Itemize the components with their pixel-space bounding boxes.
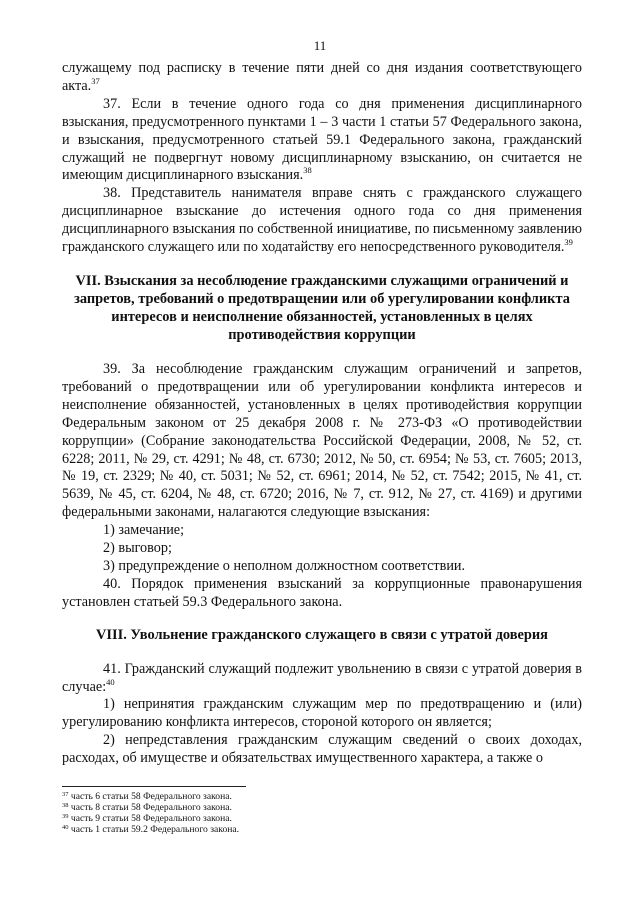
list-item: 2) непредставления гражданским служащим сведений о своих доходах, расходах, об имуществе и обязательствах имущественного характера, а также о xyxy=(62,732,582,767)
paragraph-text: 38. Представитель нанимателя вправе снять с гражданского служащего дисциплинарное взыскание до истечения одного года со дня применения дисциплинарного взыскания по собственной инициативе, по письменному заявлению гражданского служащего или по ходатайству его непосредственного руководителя. xyxy=(62,185,582,256)
page-number: 11 xyxy=(313,38,327,53)
paragraph-text: 37. Если в течение одного года со дня применения дисциплинарного взыскания, предусмотренного пунктами 1 – 3 части 1 статьи 57 Федерального закона, и взыскания, предусмотренного статьей 59.1 Федерального закона, гражданский служащий не подвергнут новому дисциплинарному взысканию, он считается не имеющим дисциплинарного взыскания. xyxy=(62,95,582,184)
footnote-text: часть 6 статьи 58 Федерального закона. xyxy=(70,791,232,802)
footnote-ref[interactable]: 39 xyxy=(564,237,573,248)
footnote-ref[interactable]: 38 xyxy=(303,165,312,176)
paragraph-40: 40. Порядок применения взысканий за коррупционные правонарушения установлен статьей 59.3 Федерального закона. xyxy=(62,575,582,610)
footnote xyxy=(62,824,582,835)
paragraph-text: 41. Гражданский служащий подлежит увольнению в связи с утратой доверия в случае: xyxy=(62,660,582,695)
paragraph-38 xyxy=(62,185,582,257)
list-item: 1) замечание; xyxy=(103,522,185,539)
footnote-ref[interactable]: 40 xyxy=(106,676,115,687)
list-item: 2) выговор; xyxy=(103,540,172,557)
section-heading-viii: VIII. Увольнение гражданского служащего в связи с утратой доверия xyxy=(96,626,548,643)
footnote-number: 39 xyxy=(62,813,69,820)
footnote-ref[interactable]: 37 xyxy=(91,75,100,86)
paragraph-41 xyxy=(62,661,582,697)
paragraph-continuation xyxy=(62,60,582,96)
list-item: 1) непринятия гражданским служащим мер по предотвращению и (или) урегулированию конфликта интересов, стороной которого он является; xyxy=(62,696,582,731)
footnote-number: 40 xyxy=(62,824,69,831)
section-heading-vii: VII. Взыскания за несоблюдение гражданскими служащими ограничений и запретов, требований о предотвращении или об урегулировании конфликта интересов и неисполнение обязанностей, установленных в целях противодействия коррупции xyxy=(74,272,570,343)
list-item: 3) предупреждение о неполном должностном соответствии. xyxy=(103,557,466,574)
footnote xyxy=(62,791,582,802)
footnote-text: часть 9 статьи 58 Федерального закона. xyxy=(70,813,232,824)
footnote-divider xyxy=(62,786,246,787)
footnote xyxy=(62,813,582,824)
footnote-number: 38 xyxy=(62,802,69,809)
footnote-text: часть 1 статьи 59.2 Федерального закона. xyxy=(70,824,240,835)
footnote xyxy=(62,802,582,813)
footnote-number: 37 xyxy=(62,791,69,798)
paragraph-39: 39. За несоблюдение гражданским служащим ограничений и запретов, требований о предотвращении или об урегулировании конфликта интересов и неисполнение обязанностей, установленных в целях противодействия коррупции Федеральным законом от 25 декабря 2008 г. № 273-ФЗ «О противодействии коррупции» (Собрание законодательства Российской Федерации, 2008, № 52, ст. 6228; 2011, № 29, ст. 4291; № 48, ст. 6730; 2012, № 50, ст. 6954; № 53, ст. 7605; 2013, № 19, ст. 2329; № 40, ст. 5031; № 52, ст. 6961; 2014, № 52, ст. 7542; 2015, № 41, ст. 5639, № 45, ст. 6204, № 48, ст. 6720; 2016, № 7, ст. 912, № 27, ст. 4169) и другими федеральными законами, налагаются следующие взыскания: xyxy=(62,360,582,521)
paragraph-text: служащему под расписку в течение пяти дней со дня издания соответствующего акта. xyxy=(62,60,582,94)
paragraph-37 xyxy=(62,96,582,186)
document-body xyxy=(62,60,582,768)
footnote-text: часть 8 статьи 58 Федерального закона. xyxy=(70,802,232,813)
footnotes xyxy=(62,786,582,835)
